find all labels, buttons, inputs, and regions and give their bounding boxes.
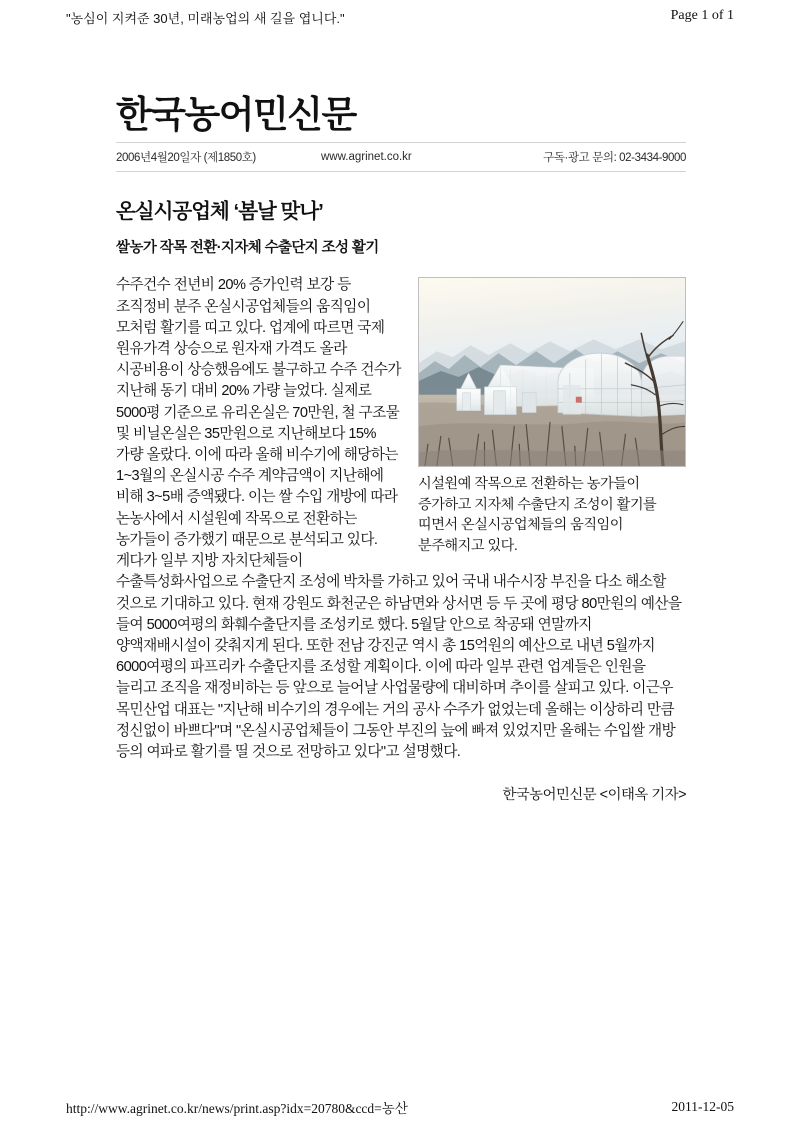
print-header-left-text: "농심이 지켜준 30년, 미래농업의 새 길을 엽니다." <box>66 11 345 26</box>
masthead-divider-bottom <box>116 171 686 172</box>
greenhouse-red-marker <box>576 397 582 403</box>
article-body-container <box>116 275 686 806</box>
article-byline: 한국농어민신문 <이태옥 기자> <box>502 787 686 804</box>
greenhouse-near <box>558 354 685 417</box>
article-headline: 온실시공업체 ‘봄날 맞나’ <box>116 200 323 224</box>
print-footer-url: http://www.agrinet.co.kr/news/print.asp?idx=20780&ccd=농산 <box>66 1101 408 1116</box>
article-figure <box>418 277 686 556</box>
greenhouse-photo-illustration <box>419 278 685 466</box>
website-url: www.agrinet.co.kr <box>321 151 412 164</box>
article-sheet <box>116 92 686 806</box>
subscription-contact: 구독·광고 문의: 02-3434-9000 <box>543 152 686 165</box>
newspaper-masthead: 한국농어민신문 <box>116 93 356 136</box>
photo-caption: 시설원예 작목으로 전환하는 농가들이 증가하고 지자체 수출단지 조성이 활기를 띠면서 온실시공업체들의 움직임이 분주해지고 있다. <box>418 476 657 554</box>
print-header <box>66 8 734 28</box>
foreground-soil <box>419 450 685 466</box>
print-footer-date: 2011-12-05 <box>671 1099 734 1114</box>
article-subheadline: 쌀농가 작목 전환·지자체 수출단지 조성 활기 <box>116 239 379 256</box>
greenhouse-photo <box>418 277 686 467</box>
article-body-text: 수주건수 전년비 20% 증가인력 보강 등 조직정비 분주 온실시공업체들의 움직임이 모처럼 활기를 띠고 있다. 업계에 따르면 국제 원유가격 상승으로 원자재 가격도 올라 시공비용이 상승했음에도 불구하고 수주 건수가 지난해 동기 대비 20% 가량 늘었다. 실제로 5000평 기준으로 유리온실은 70만원, 철 구조물 및 비닐온실은 35만원으로 지난해보다 15% 가량 올랐다. 이에 따라 올해 비수기에 해당하는 1~3월의 온실시공 수주 계약금액이 지난해에 비해 3~5배 증액됐다. 이는 쌀 수입 개방에 따라 논농사에서 시설원예 작목으로 전환하는 농가들이 증가했기 때문으로 분석되고 있다. 게다가 일부 지방 자치단체들이 수출특성화사업으로 수출단지 조성에 박차를 가하고 있어 국내 내수시장 부진을 다소 해소할 것으로 기대하고 있다. 현재 강원도 화천군은 하남면와 상서면 등 두 곳에 평당 80만원의 예산을 들여 5000여평의 화훼수출단지를 조성키로 했다. 5월달 안으로 착공돼 연말까지 양액재배시설이 갖춰지게 된다. 또한 전남 강진군 역시 총 15억원의 예산으로 내년 5월까지 6000여평의 파프리카 수출단지를 조성할 계획이다. 이에 따라 일부 관련 업계들은 인원을 늘리고 조직을 재정비하는 등 앞으로 늘어날 사업물량에 대비하며 추이를 살피고 있다. 이근우 목민산업 대표는 "지난해 비수기의 경우에는 거의 공사 수주가 없었는데 올해는 이상하리 만큼 정신없이 바쁘다"며 "온실시공업체들이 그동안 부진의 늪에 빠져 있었지만 올해는 수입쌀 개방 등의 여파로 활기를 띨 것으로 전망하고 있다"고 설명했다. <box>116 277 682 760</box>
issue-date: 2006년4월20일자 (제1850호) <box>116 152 256 165</box>
newspaper-infobar <box>116 143 686 171</box>
print-footer <box>66 1097 734 1117</box>
print-header-page-indicator: Page 1 of 1 <box>670 8 734 23</box>
